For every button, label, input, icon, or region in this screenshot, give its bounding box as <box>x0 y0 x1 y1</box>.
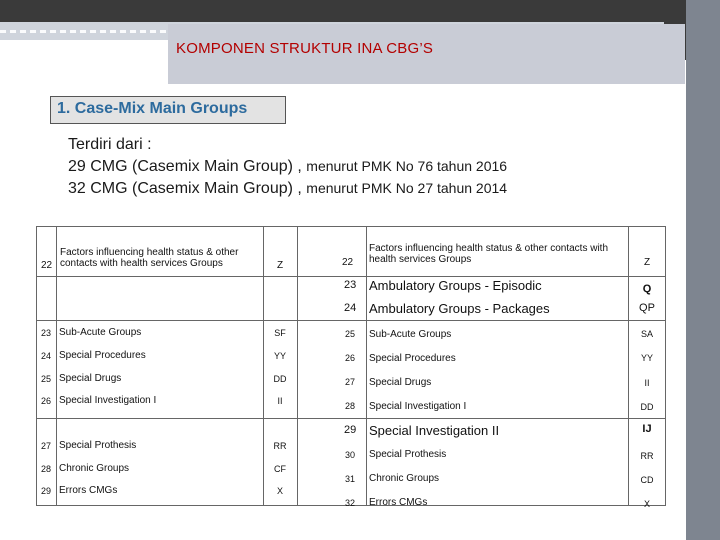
right-row-num: 32 <box>345 498 356 508</box>
section-heading: 1. Case-Mix Main Groups <box>57 100 248 117</box>
right-row-num: 28 <box>345 401 356 411</box>
left-row-num: 27 <box>41 441 52 451</box>
left-row-num: 25 <box>41 374 52 384</box>
right-header-num: 22 <box>342 257 354 268</box>
left-row-desc: Special Prothesis <box>59 440 137 451</box>
slide-right-strip <box>686 0 720 540</box>
right-header-code: Z <box>643 257 651 268</box>
right-row-desc: Ambulatory Groups - Packages <box>369 301 550 316</box>
right-row-desc: Ambulatory Groups - Episodic <box>369 278 542 293</box>
right-header-desc: Factors influencing health status & other contacts with health services Groups <box>369 243 609 265</box>
right-row-num: 24 <box>344 302 357 314</box>
slide-title-box <box>168 24 685 84</box>
intro-line-3-a: 32 CMG (Casemix Main Group) , <box>68 180 307 197</box>
intro-line-2-a: 29 CMG (Casemix Main Group) , <box>68 158 307 175</box>
section-heading-box <box>50 96 286 124</box>
table-divider <box>56 226 57 506</box>
left-row-code: YY <box>273 351 286 361</box>
right-row-num: 29 <box>344 424 357 436</box>
left-row-desc: Special Drugs <box>59 373 122 384</box>
left-row-code: CF <box>274 464 286 474</box>
right-row-desc: Errors CMGs <box>369 497 428 508</box>
left-header-code: Z <box>276 260 284 271</box>
right-row-code: CD <box>640 475 654 485</box>
table-divider <box>36 418 666 419</box>
left-row-num: 23 <box>41 328 52 338</box>
left-row-num: 24 <box>41 351 52 361</box>
right-row-code: YY <box>640 353 653 363</box>
left-row-code: DD <box>273 374 287 384</box>
right-row-desc: Chronic Groups <box>369 473 440 484</box>
right-row-code: IJ <box>642 423 652 435</box>
left-row-desc: Errors CMGs <box>59 485 118 496</box>
intro-line-3-b: menurut PMK No 27 tahun 2014 <box>306 180 508 196</box>
right-row-desc: Special Drugs <box>369 377 432 388</box>
left-row-desc: Special Investigation I <box>59 395 157 406</box>
right-row-num: 31 <box>345 474 356 484</box>
right-row-num: 25 <box>345 329 356 339</box>
intro-line-2-b: menurut PMK No 76 tahun 2016 <box>306 158 508 174</box>
left-row-code: RR <box>273 441 287 451</box>
left-row-num: 29 <box>41 486 52 496</box>
left-row-desc: Special Procedures <box>59 350 146 361</box>
table-divider <box>36 276 666 277</box>
table-divider <box>366 226 367 506</box>
left-row-num: 26 <box>41 396 52 406</box>
right-row-code: RR <box>640 451 654 461</box>
right-row-desc: Special Procedures <box>369 353 456 364</box>
right-row-num: 23 <box>344 279 357 291</box>
table-divider <box>628 226 629 506</box>
right-row-desc: Special Investigation I <box>369 401 467 412</box>
left-row-code: X <box>276 486 283 496</box>
left-row-code: II <box>277 396 283 406</box>
right-row-code: SA <box>640 329 653 339</box>
right-row-desc: Special Investigation II <box>369 423 500 438</box>
right-row-num: 27 <box>345 377 356 387</box>
right-row-code: Q <box>642 283 652 295</box>
right-row-code: DD <box>640 402 654 412</box>
left-header-desc: Factors influencing health status & other contacts with health services Groups <box>60 247 239 269</box>
intro-line-1: Terdiri dari : <box>68 136 152 153</box>
left-row-desc: Sub-Acute Groups <box>59 327 142 338</box>
right-row-code: QP <box>639 302 655 314</box>
table-divider <box>263 226 264 506</box>
table-divider <box>36 320 666 321</box>
right-row-num: 30 <box>345 450 356 460</box>
table-divider <box>297 226 298 506</box>
left-row-num: 28 <box>41 464 52 474</box>
slide-title: KOMPONEN STRUKTUR INA CBG’S <box>176 40 434 57</box>
left-header-num: 22 <box>41 260 53 271</box>
right-row-code: II <box>644 378 650 388</box>
right-row-num: 26 <box>345 353 356 363</box>
intro-line-3 <box>68 180 507 198</box>
right-row-desc: Special Prothesis <box>369 449 447 460</box>
slide-top-bar <box>0 0 720 22</box>
right-row-code: X <box>643 499 650 509</box>
left-row-desc: Chronic Groups <box>59 463 130 474</box>
right-row-desc: Sub-Acute Groups <box>369 329 452 340</box>
intro-line-2 <box>68 158 507 176</box>
left-row-code: SF <box>274 328 286 338</box>
